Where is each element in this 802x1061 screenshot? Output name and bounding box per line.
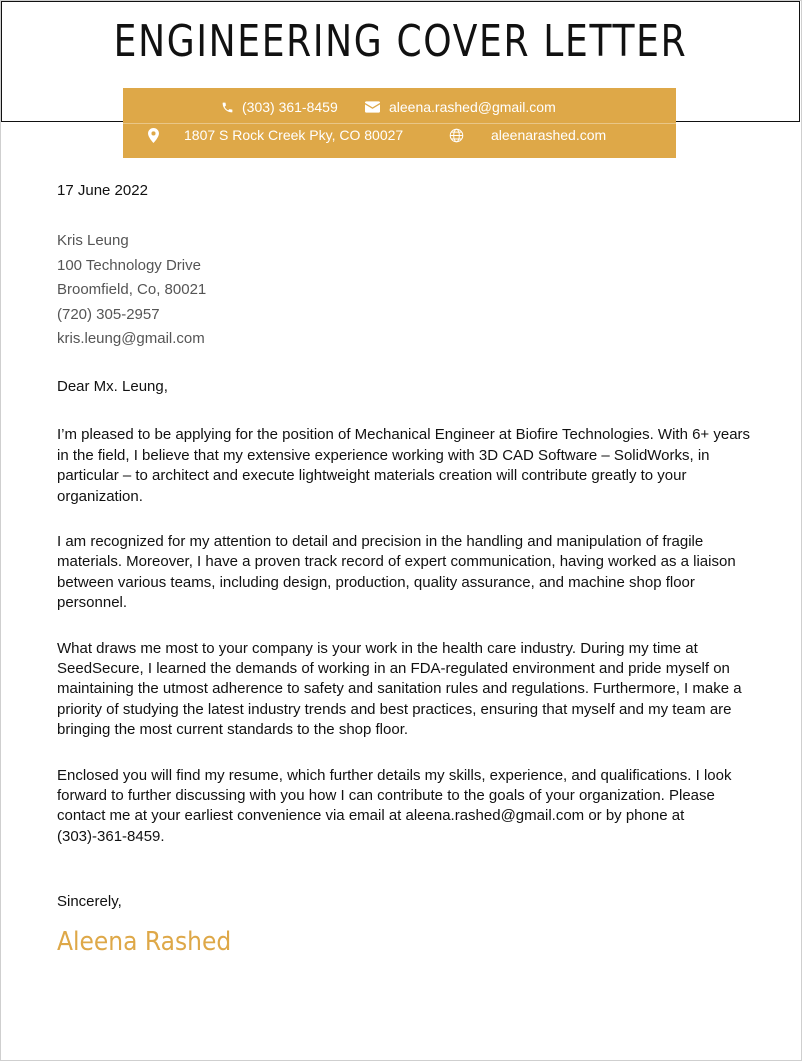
contact-address-text: 1807 S Rock Creek Pky, CO 80027 <box>184 127 404 143</box>
contact-website <box>449 127 606 143</box>
body-paragraph: Enclosed you will find my resume, which further details my skills, experience, and qualifications. I look forward to further discussing with you how I can contribute to the goals of your organization. Please contact me at your earliest convenience via email at aleena.rashed@gmail.com or by phone at (303)-361-8459. <box>57 766 732 845</box>
body-paragraph: I’m pleased to be applying for the position of Mechanical Engineer at Biofire Technologies. With 6+ years in the field, I believe that my extensive experience working with 3D CAD Software – SolidWorks, in particular – to architect and execute lightweight materials creation will contribute greatly to your organization. <box>57 426 751 505</box>
envelope-icon <box>365 101 380 113</box>
contact-email-text[interactable]: aleena.rashed@gmail.com <box>389 99 556 115</box>
recipient-block <box>57 229 757 352</box>
recipient-city: Broomfield, Co, 80021 <box>57 281 207 299</box>
contact-address <box>148 127 403 143</box>
contact-divider <box>123 123 676 124</box>
letter-body <box>57 181 757 957</box>
page-title: ENGINEERING COVER LETTER <box>113 16 688 67</box>
recipient-street: 100 Technology Drive <box>57 256 201 274</box>
recipient-name: Kris Leung <box>57 232 129 250</box>
phone-icon <box>221 101 234 114</box>
contact-bar <box>123 88 676 158</box>
recipient-email: kris.leung@gmail.com <box>57 330 205 348</box>
greeting: Dear Mx. Leung, <box>57 377 168 395</box>
body-paragraph: What draws me most to your company is your work in the health care industry. During my time at SeedSecure, I learned the demands of working in an FDA-regulated environment and pride myself on maintaining the utmost adherence to safety and sanitation rules and regulations. Furthermore, I make a priority of studying the latest industry trends and best practices, ensuring that myself and my team are bringing the most current standards to the shop floor. <box>57 639 742 739</box>
body-paragraph: I am recognized for my attention to detail and precision in the handling and manipulation of fragile materials. Moreover, I have a proven track record of expert communication, having worked as a liaison between various teams, including design, production, quality assurance, and machine shop floor personnel. <box>57 532 736 612</box>
contact-website-text[interactable]: aleenarashed.com <box>491 127 607 143</box>
signature: Aleena Rashed <box>57 926 232 957</box>
contact-phone-text[interactable]: (303) 361-8459 <box>242 99 338 115</box>
contact-phone <box>221 99 338 115</box>
globe-icon <box>449 128 464 143</box>
contact-email <box>365 99 556 115</box>
closing: Sincerely, <box>57 893 122 911</box>
recipient-phone: (720) 305-2957 <box>57 305 160 323</box>
map-pin-icon <box>148 128 159 143</box>
letter-date: 17 June 2022 <box>57 182 148 199</box>
